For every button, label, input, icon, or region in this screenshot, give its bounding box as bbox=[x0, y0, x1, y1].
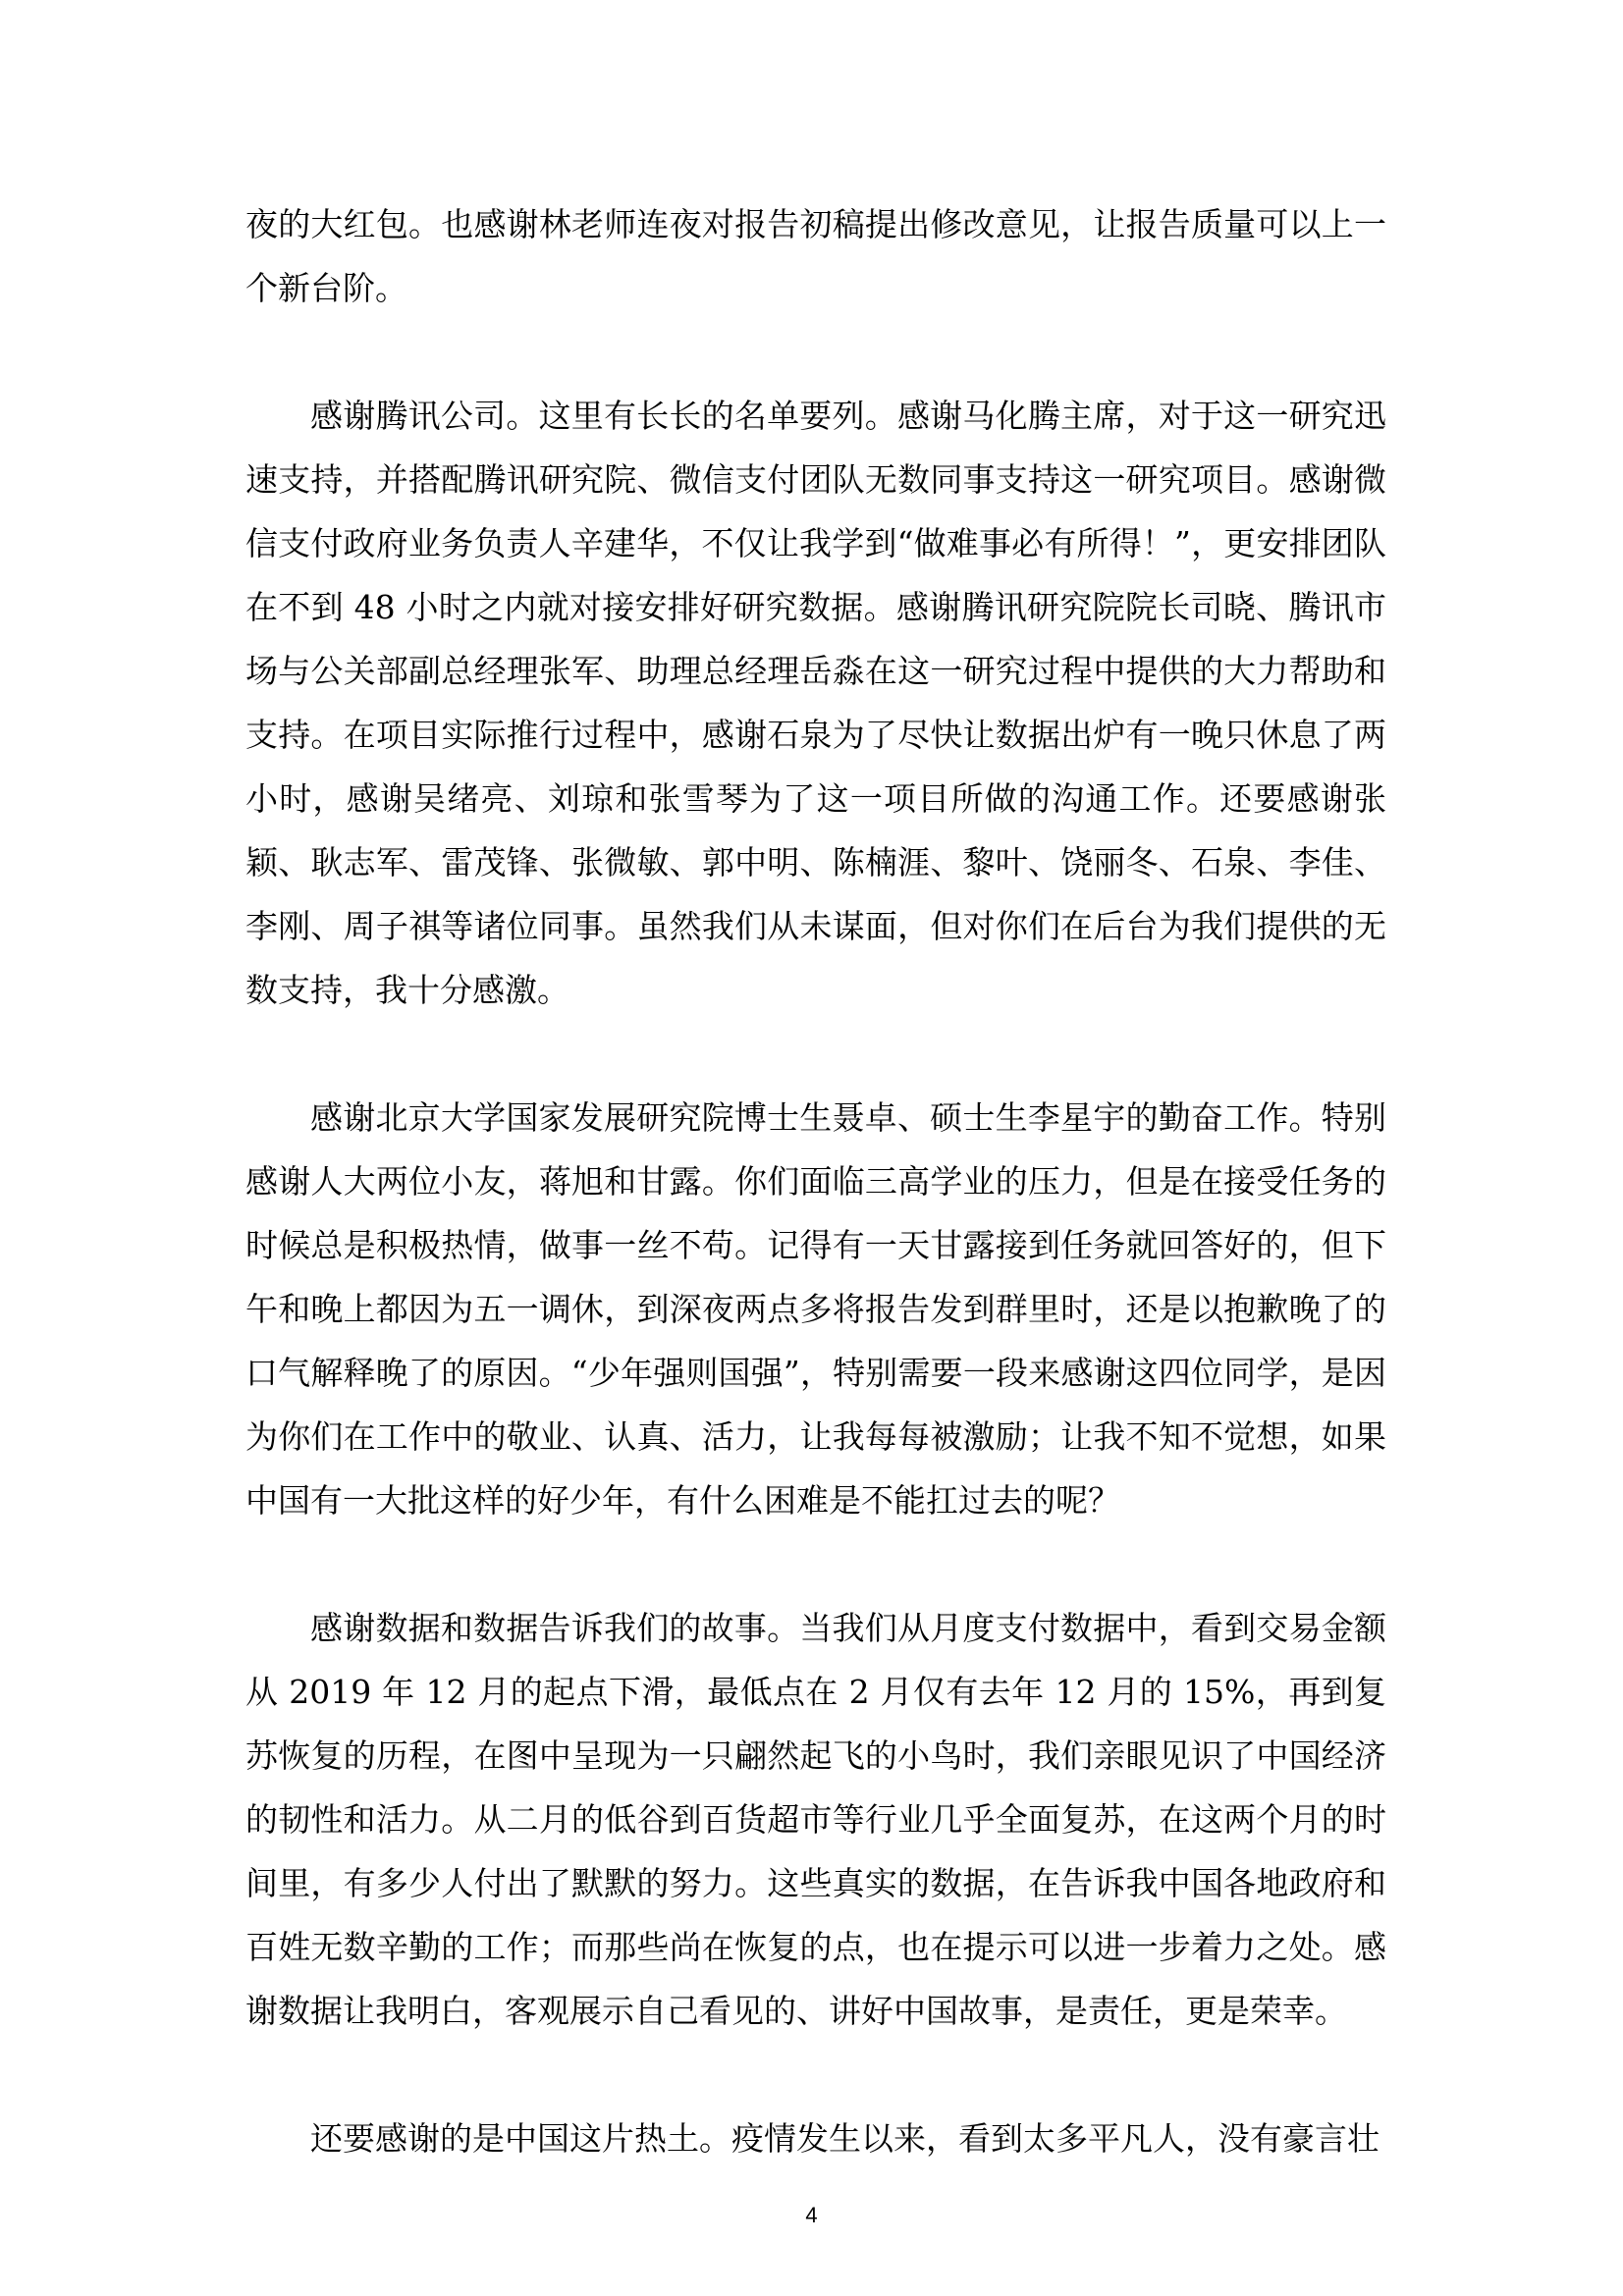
paragraph-continuation: 夜的大红包。也感谢林老师连夜对报告初稿提出修改意见，让报告质量可以上一个新台阶。 bbox=[245, 205, 1386, 307]
paragraph-thanks-tencent: 感谢腾讯公司。这里有长长的名单要列。感谢马化腾主席，对于这一研究迅速支持，并搭配腾讯研究院、微信支付团队无数同事支持这一研究项目。感谢微信支付政府业务负责人辛建华，不仅让我学到“做难事必有所得！”，更安排团队在不到 48 小时之内就对接安排好研究数据。感谢腾讯研究院院长司晓、腾讯市场与公关部副总经理张军、助理总经理岳淼在这一研究过程中提供的大力帮助和支持。在项目实际推行过程中，感谢石泉为了尽快让数据出炉有一晚只休息了两小时，感谢吴绪亮、刘琼和张雪琴为了这一项目所做的沟通工作。还要感谢张颖、耿志军、雷茂锋、张微敏、郭中明、陈楠涯、黎叶、饶丽冬、石泉、李佳、李刚、周子祺等诸位同事。虽然我们从未谋面，但对你们在后台为我们提供的无数支持，我十分感激。 bbox=[245, 397, 1386, 1009]
paragraph-thanks-students: 感谢北京大学国家发展研究院博士生聂卓、硕士生李星宇的勤奋工作。特别感谢人大两位小友，蒋旭和甘露。你们面临三高学业的压力，但是在接受任务的时候总是积极热情，做事一丝不苟。记得有一天甘露接到任务就回答好的，但下午和晚上都因为五一调休，到深夜两点多将报告发到群里时，还是以抱歉晚了的口气解释晚了的原因。“少年强则国强”，特别需要一段来感谢这四位同学，是因为你们在工作中的敬业、认真、活力，让我每每被激励；让我不知不觉想，如果中国有一大批这样的好少年，有什么困难是不能扛过去的呢？ bbox=[245, 1098, 1386, 1520]
paragraph-thanks-data: 感谢数据和数据告诉我们的故事。当我们从月度支付数据中，看到交易金额从 2019 年 12 月的起点下滑，最低点在 2 月仅有去年 12 月的 15%，再到复苏恢复的历程，在图中呈现为一只翩然起飞的小鸟时，我们亲眼见识了中国经济的韧性和活力。从二月的低谷到百货超市等行业几乎全面复苏，在这两个月的时间里，有多少人付出了默默的努力。这些真实的数据，在告诉我中国各地政府和百姓无数辛勤的工作；而那些尚在恢复的点，也在提示可以进一步着力之处。感谢数据让我明白，客观展示自己看见的、讲好中国故事，是责任，更是荣幸。 bbox=[245, 1609, 1386, 2030]
body-text bbox=[245, 192, 1386, 2170]
page-number: 4 bbox=[805, 2203, 818, 2227]
paragraph-thanks-china: 还要感谢的是中国这片热土。疫情发生以来，看到太多平凡人，没有豪言壮 bbox=[310, 2119, 1380, 2158]
